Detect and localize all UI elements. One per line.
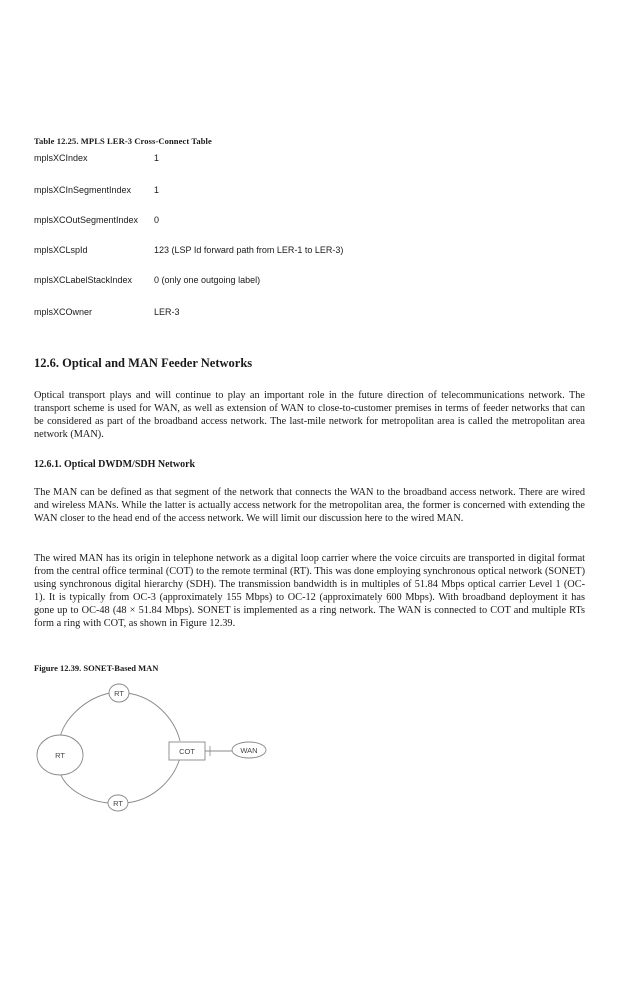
table-value: LER-3 <box>154 307 180 317</box>
table-key: mplsXCOutSegmentIndex <box>34 215 139 225</box>
ring-arc <box>60 772 108 803</box>
sonet-ring-diagram <box>30 680 280 830</box>
table-value: 123 (LSP Id forward path from LER-1 to LER-3) <box>154 245 344 255</box>
subsection-heading: 12.6.1. Optical DWDM/SDH Network <box>34 459 196 470</box>
ring-arc <box>60 693 110 738</box>
ring-arc <box>126 693 180 741</box>
wan-label: WAN <box>240 746 258 755</box>
table-key: mplsXCIndex <box>34 153 88 163</box>
table-value: 0 <box>154 215 160 225</box>
paragraph: The MAN can be defined as that segment of the network that connects the WAN to the broadband access network. There are wired and wireless MANs. While the latter is actually access network for the metropolitan area, the former is concerned with extending the WAN closer to the head end of the access network. We will limit our discussion here to the wired MAN. <box>34 487 585 524</box>
rt-bottom-label: RT <box>113 799 123 808</box>
paragraph: Optical transport plays and will continue to play an important role in the future direction of telecommunications network. The transport scheme is used for WAN, as well as extension of WAN to close-to-customer premises in terms of feeder networks that can be considered as part of the broadband access network. The last-mile network for metropolitan area is called the metropolitan area network (MAN). <box>34 390 585 440</box>
table-key: mplsXCLspId <box>34 245 88 255</box>
ring-arc <box>126 758 180 803</box>
paragraph: The wired MAN has its origin in telephone network as a digital loop carrier where the voice circuits are transported in digital format from the central office terminal (COT) to the remote terminal (RT). This was done employing synchronous optical network (SONET) using synchronous digital hierarchy (SDH). The transmission bandwidth is in multiples of 51.84 Mbps optical carrier Level 1 (OC-1). It is typically from OC-3 (approximately 155 Mbps) to OC-12 (approximately 600 Mbps). With broadband deployment it has gone up to OC-48 (48 × 51.84 Mbps). SONET is implemented as a ring network. The WAN is connected to COT and multiple RTs form a ring with COT, as shown in Figure 12.39. <box>34 553 585 629</box>
cot-label: COT <box>179 747 195 756</box>
table-key: mplsXCInSegmentIndex <box>34 185 132 195</box>
table-value: 0 (only one outgoing label) <box>154 275 261 285</box>
table-key: mplsXCLabelStackIndex <box>34 275 133 285</box>
table-key: mplsXCOwner <box>34 307 93 317</box>
figure-caption: Figure 12.39. SONET-Based MAN <box>34 663 159 673</box>
rt-top-label: RT <box>114 689 124 698</box>
table-value: 1 <box>154 153 160 163</box>
section-heading: 12.6. Optical and MAN Feeder Networks <box>34 356 253 370</box>
table-caption: Table 12.25. MPLS LER-3 Cross-Connect Table <box>34 136 212 146</box>
table-value: 1 <box>154 185 160 195</box>
rt-left-label: RT <box>55 751 65 760</box>
